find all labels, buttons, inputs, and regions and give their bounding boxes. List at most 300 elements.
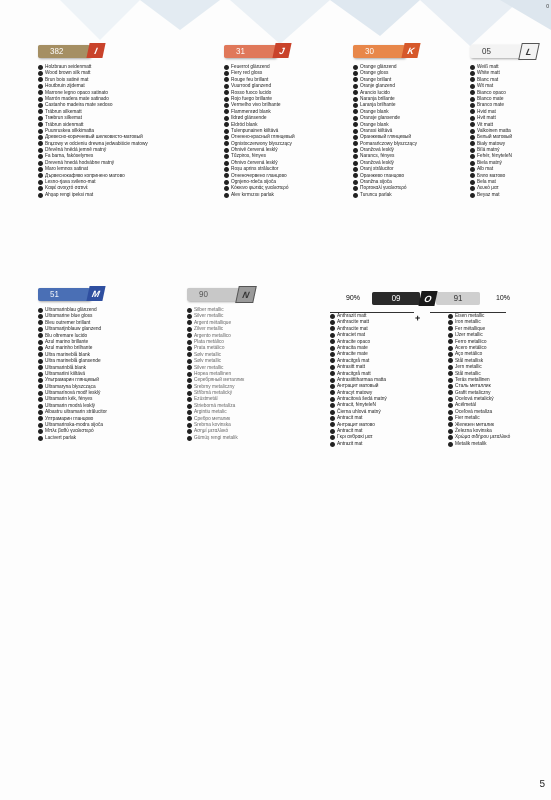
item-label: Καφέ ανοιχτό σατινέ — [45, 185, 88, 192]
item-label: Sølv metallic — [194, 358, 222, 365]
item-label: Fier metalic — [455, 415, 480, 422]
language-flag-icon — [330, 410, 335, 415]
item-label: Valkoinen matta — [477, 127, 511, 134]
language-flag-icon — [353, 116, 358, 121]
item-label: Оранжево гланцово — [360, 172, 405, 179]
language-flag-icon — [330, 339, 335, 344]
item-label: Oranžna sijoča — [360, 179, 392, 186]
item-label: Marrón madera mate satinado — [45, 95, 109, 102]
item-label: Antracitgrå mat — [337, 357, 370, 364]
language-flag-icon — [448, 410, 453, 415]
language-flag-icon — [224, 141, 229, 146]
language-flag-icon — [224, 90, 229, 95]
list-item — [187, 435, 250, 441]
item-label: Roșu aprins strălucitor — [231, 166, 279, 173]
list-item — [330, 441, 392, 447]
language-flag-icon — [470, 77, 475, 82]
language-flag-icon — [330, 429, 335, 434]
item-list — [353, 64, 423, 198]
language-flag-icon — [38, 397, 43, 402]
language-flag-icon — [38, 180, 43, 185]
item-label: Stříbrná metalický — [194, 390, 233, 397]
item-label: Brązowy w odcieniu drewna jedwabiście matowy — [45, 140, 148, 147]
item-label: Železna kovinska — [455, 428, 492, 435]
language-flag-icon — [448, 352, 453, 357]
item-label: Rojo fuego brillante — [231, 95, 273, 102]
language-flag-icon — [38, 97, 43, 102]
color-block-51 — [38, 288, 114, 441]
item-list — [448, 313, 516, 447]
color-chip — [38, 288, 114, 301]
item-label: Branco mate — [477, 102, 505, 109]
color-chip — [470, 45, 533, 58]
item-label: Oceľová metalíza — [455, 408, 493, 415]
item-label: Bela mat — [477, 179, 496, 186]
language-flag-icon — [470, 116, 475, 121]
item-label: Alev kırmızısı parlak — [231, 191, 274, 198]
item-label: Oranžová lesklý — [360, 159, 394, 166]
item-label: Lacivert parlak — [45, 434, 77, 441]
item-label: Aço metálico — [455, 351, 483, 358]
language-flag-icon — [330, 365, 335, 370]
item-label: Огненочервено гланцово — [231, 172, 287, 179]
language-flag-icon — [448, 371, 453, 376]
item-label: Srebrna kovinska — [194, 422, 231, 429]
language-flag-icon — [224, 71, 229, 76]
item-label: Blu oltremare lucido — [45, 332, 88, 339]
language-flag-icon — [448, 333, 453, 338]
language-flag-icon — [470, 148, 475, 153]
item-label: Pomarańczowy błyszczący — [360, 140, 417, 147]
item-label: Ултрамарин гланцово — [45, 415, 94, 422]
item-label: Rouge feu brillant — [231, 76, 269, 83]
language-flag-icon — [448, 326, 453, 331]
language-flag-icon — [38, 167, 43, 172]
item-label: Оранжевый глянцевый — [360, 134, 412, 141]
item-label: Hopea metallinen — [194, 370, 232, 377]
language-flag-icon — [353, 141, 358, 146]
language-flag-icon — [353, 90, 358, 95]
item-label: Ultramarinblå blank — [45, 364, 87, 371]
item-label: Γκρι ανθρακί ματ — [337, 434, 373, 441]
language-flag-icon — [38, 391, 43, 396]
item-label: Stål metallisk — [455, 357, 484, 364]
item-label: Naranja brillante — [360, 95, 395, 102]
language-flag-icon — [330, 384, 335, 389]
item-label: Wit mat — [477, 83, 494, 90]
language-flag-icon — [330, 358, 335, 363]
item-label: Houtbruin zijdemat — [45, 83, 85, 90]
language-flag-icon — [470, 109, 475, 114]
item-label: IJzer metallic — [455, 332, 483, 339]
mix-code-b: 91 — [453, 294, 463, 303]
item-label: Ultramarin kék, fényes — [45, 396, 93, 403]
color-code: 30 — [353, 45, 405, 58]
item-label: Antracita mate — [337, 344, 368, 351]
item-label: Ocelová metalický — [455, 396, 494, 403]
item-label: Ультрамарин глянцевый — [45, 377, 99, 384]
item-label: Ildrød glänsende — [231, 115, 267, 122]
language-flag-icon — [330, 403, 335, 408]
language-flag-icon — [448, 378, 453, 383]
language-flag-icon — [353, 148, 358, 153]
item-label: Träbrun sidenmatt — [45, 121, 84, 128]
item-label: Ultramarinska-modra sijoča — [45, 422, 104, 429]
item-label: Antracite opaco — [337, 338, 371, 345]
item-label: Eisen metallic — [455, 313, 485, 319]
language-flag-icon — [224, 103, 229, 108]
language-flag-icon — [224, 97, 229, 102]
language-flag-icon — [224, 173, 229, 178]
item-list — [38, 307, 114, 441]
item-label: Gümüş rengi metalik — [194, 434, 238, 441]
item-label: Бяло матово — [477, 172, 506, 179]
mix-letter: O — [423, 293, 433, 304]
language-flag-icon — [187, 429, 192, 434]
language-flag-icon — [470, 97, 475, 102]
language-flag-icon — [470, 65, 475, 70]
language-flag-icon — [470, 141, 475, 146]
item-label: Χρώμα σιδήρου μεταλλικό — [455, 434, 511, 441]
language-flag-icon — [187, 384, 192, 389]
language-flag-icon — [187, 359, 192, 364]
item-label: Albastru ultramarin strălucitor — [45, 409, 108, 416]
item-label: Stål metallic — [455, 370, 481, 377]
language-flag-icon — [330, 422, 335, 427]
color-letter-badge: L — [518, 43, 540, 60]
language-flag-icon — [448, 384, 453, 389]
page-number: 5 — [539, 779, 545, 790]
item-label: Antracitgrå matt — [337, 370, 371, 377]
language-flag-icon — [224, 186, 229, 191]
item-label: Antracit, fényteleN — [337, 402, 376, 409]
item-label: Marrone legno opaco satinato — [45, 89, 109, 96]
language-flag-icon — [38, 346, 43, 351]
item-label: Antrazit mat — [337, 440, 363, 447]
item-list — [470, 64, 522, 198]
item-label: Feuerrot glänzend — [231, 64, 270, 70]
color-block-382 — [38, 45, 159, 198]
language-flag-icon — [187, 372, 192, 377]
language-flag-icon — [448, 442, 453, 447]
item-label: Argent métallique — [194, 319, 232, 326]
item-label: Tulenpunainen kiiltävä — [231, 127, 279, 134]
language-flag-icon — [38, 186, 43, 191]
mix-chip-a — [372, 292, 420, 305]
language-flag-icon — [448, 314, 453, 319]
item-label: Srebrny metaliczny — [194, 383, 235, 390]
item-label: Ultramarine blue gloss — [45, 313, 93, 320]
language-flag-icon — [330, 333, 335, 338]
language-flag-icon — [470, 161, 475, 166]
language-flag-icon — [224, 109, 229, 114]
language-flag-icon — [470, 71, 475, 76]
language-flag-icon — [38, 378, 43, 383]
language-flag-icon — [38, 308, 43, 313]
item-label: Fiery red gloss — [231, 70, 263, 77]
item-list — [187, 307, 250, 441]
language-flag-icon — [38, 314, 43, 319]
language-flag-icon — [353, 180, 358, 185]
color-letter-badge: K — [401, 43, 420, 58]
item-label: Λευκό ματ — [477, 185, 499, 192]
item-label: Grafit metaliczny — [455, 389, 491, 396]
item-label: Maro lemnos satinat — [45, 166, 88, 173]
item-label: Argento metallico — [194, 332, 231, 339]
language-flag-icon — [38, 71, 43, 76]
language-flag-icon — [187, 346, 192, 351]
language-flag-icon — [38, 122, 43, 127]
item-label: Vuurrood glanzend — [231, 83, 272, 90]
item-label: Oranj strălucitor — [360, 166, 394, 173]
mix-letter-badge — [418, 291, 437, 306]
item-label: Čierna uhlová matný — [337, 408, 381, 415]
item-label: Narancs, fényes — [360, 153, 395, 160]
item-label: Огненно-красный глянцевый — [231, 134, 295, 141]
language-flag-icon — [353, 77, 358, 82]
item-label: Antracit mat — [337, 415, 363, 422]
item-label: Antrasiittiharmaa matta — [337, 376, 387, 383]
item-label: Orange blank — [360, 108, 389, 115]
language-flag-icon — [330, 416, 335, 421]
item-label: Prata metálico — [194, 345, 225, 352]
language-flag-icon — [470, 103, 475, 108]
color-block-05 — [470, 45, 533, 198]
item-label: Weiß matt — [477, 64, 499, 70]
color-block-30 — [353, 45, 423, 198]
item-label: Antracitová šedá matný — [337, 396, 387, 403]
item-label: Μπλε βαθύ γυαλιστερό — [45, 428, 94, 435]
language-flag-icon — [353, 97, 358, 102]
item-label: Ultramarínová modř lesklý — [45, 390, 101, 397]
language-flag-icon — [187, 333, 192, 338]
item-label: Oransje glansende — [360, 115, 401, 122]
language-flag-icon — [353, 103, 358, 108]
item-list — [224, 64, 302, 198]
language-flag-icon — [38, 372, 43, 377]
language-flag-icon — [38, 327, 43, 332]
language-flag-icon — [38, 141, 43, 146]
color-block-31 — [224, 45, 302, 198]
item-label: Drevená hnedá hodvábne matný — [45, 159, 115, 166]
language-flag-icon — [470, 180, 475, 185]
item-label: Древесно-коричневый шелковисто-матовый — [45, 134, 143, 141]
language-flag-icon — [470, 154, 475, 159]
left-percent: 90% — [346, 295, 361, 302]
item-label: Hvit matt — [477, 115, 496, 122]
language-flag-icon — [38, 77, 43, 82]
language-flag-icon — [353, 84, 358, 89]
mix-left-list — [330, 313, 392, 447]
language-flag-icon — [330, 442, 335, 447]
item-label: Silver metallic — [194, 313, 224, 320]
language-flag-icon — [38, 416, 43, 421]
language-flag-icon — [330, 326, 335, 331]
item-label: Silver metallic — [194, 364, 224, 371]
language-flag-icon — [448, 422, 453, 427]
language-flag-icon — [187, 397, 192, 402]
item-label: Серебряный металлик — [194, 377, 245, 384]
item-label: Fa barna, fakóselymes — [45, 153, 94, 160]
item-label: Bleu outremer brillant — [45, 319, 91, 326]
language-flag-icon — [187, 378, 192, 383]
list-item — [448, 441, 516, 447]
item-label: Dřevěná hnědá jemně matný — [45, 147, 107, 154]
item-label: Oranžová lesklý — [360, 147, 394, 154]
item-label: Ultramarijnblauw glanzend — [45, 326, 102, 333]
color-letter-badge: M — [86, 286, 105, 301]
language-flag-icon — [38, 161, 43, 166]
item-label: Puunruskea silkkimatta — [45, 127, 95, 134]
item-label: Orange brillant — [360, 76, 392, 83]
item-label: White matt — [477, 70, 500, 77]
item-label: Iron metallic — [455, 319, 481, 326]
language-flag-icon — [330, 314, 335, 319]
language-flag-icon — [187, 314, 192, 319]
language-flag-icon — [38, 193, 43, 198]
language-flag-icon — [38, 410, 43, 415]
item-label: Ultra marineblå blank — [45, 351, 91, 358]
item-label: Arancio lucido — [360, 89, 390, 96]
item-label: Laranja brilhante — [360, 102, 396, 109]
color-code: 51 — [38, 288, 90, 301]
item-label: Acélmetál — [455, 402, 476, 409]
language-flag-icon — [187, 340, 192, 345]
item-label: Антрацит матово — [337, 421, 375, 428]
language-flag-icon — [38, 90, 43, 95]
item-label: Holzbraun seidenmatt — [45, 64, 92, 70]
language-flag-icon — [224, 135, 229, 140]
language-flag-icon — [38, 109, 43, 114]
language-flag-icon — [353, 186, 358, 191]
mix-right-list — [448, 313, 516, 447]
language-flag-icon — [448, 403, 453, 408]
language-flag-icon — [448, 397, 453, 402]
item-label: Jern metallic — [455, 364, 482, 371]
item-label: Bílá matný — [477, 147, 500, 154]
language-flag-icon — [187, 404, 192, 409]
item-label: Antraciet mat — [337, 332, 366, 339]
language-flag-icon — [448, 435, 453, 440]
item-label: Ohnivě červená lesklý — [231, 147, 278, 154]
item-label: Белый матовый — [477, 134, 513, 141]
language-flag-icon — [224, 116, 229, 121]
item-label: Сребро металик — [194, 415, 231, 422]
language-flag-icon — [38, 436, 43, 441]
mix-chip-b — [436, 292, 480, 305]
item-label: Azul marino brillante — [45, 338, 89, 345]
color-chip — [187, 288, 250, 301]
item-list — [330, 313, 392, 447]
language-flag-icon — [224, 148, 229, 153]
item-label: Anthracite matt — [337, 319, 370, 326]
language-flag-icon — [330, 435, 335, 440]
language-flag-icon — [187, 436, 192, 441]
item-label: Träbrun silkematt — [45, 108, 82, 115]
language-flag-icon — [224, 154, 229, 159]
language-flag-icon — [448, 339, 453, 344]
language-flag-icon — [187, 365, 192, 370]
item-label: Argintiu metalic — [194, 409, 227, 416]
language-flag-icon — [353, 193, 358, 198]
language-flag-icon — [38, 116, 43, 121]
language-flag-icon — [448, 346, 453, 351]
language-flag-icon — [470, 135, 475, 140]
item-label: Blanc mat — [477, 76, 499, 83]
list-item — [38, 192, 159, 198]
language-flag-icon — [187, 320, 192, 325]
item-label: Alb mat — [477, 166, 494, 173]
color-block-90 — [187, 288, 250, 441]
language-flag-icon — [38, 340, 43, 345]
language-flag-icon — [448, 358, 453, 363]
language-flag-icon — [38, 333, 43, 338]
language-flag-icon — [224, 193, 229, 198]
item-label: Eldröd blank — [231, 121, 258, 128]
item-label: Antracit mat — [337, 428, 363, 435]
item-label: Oranje glanzend — [360, 83, 395, 90]
language-flag-icon — [187, 391, 192, 396]
background-pattern — [0, 0, 551, 48]
item-label: Biela matný — [477, 159, 502, 166]
language-flag-icon — [353, 129, 358, 134]
item-label: Turuncu parlak — [360, 191, 392, 198]
item-label: Plata metálico — [194, 338, 224, 345]
language-flag-icon — [353, 173, 358, 178]
language-flag-icon — [330, 346, 335, 351]
language-flag-icon — [224, 167, 229, 172]
corner-mark: 0 — [546, 4, 549, 10]
language-flag-icon — [38, 423, 43, 428]
item-label: Κόκκινο φωτιάς γυαλιστερό — [231, 185, 289, 192]
color-letter-badge: I — [86, 43, 105, 58]
language-flag-icon — [224, 65, 229, 70]
item-label: Дървеснокафяво копринено матово — [45, 172, 125, 179]
right-percent: 10% — [496, 295, 511, 302]
item-label: Orange blank — [360, 121, 389, 128]
color-letter-badge: J — [272, 43, 291, 58]
language-flag-icon — [38, 84, 43, 89]
item-label: Vermelho vivo brilhante — [231, 102, 281, 109]
item-label: Ognistoczerwony błyszczący — [231, 140, 292, 147]
language-flag-icon — [330, 320, 335, 325]
item-label: Zilver metallic — [194, 326, 224, 333]
language-flag-icon — [470, 129, 475, 134]
language-flag-icon — [187, 423, 192, 428]
language-flag-icon — [330, 378, 335, 383]
item-label: Антрацит матовый — [337, 383, 379, 390]
item-label: Antracite mate — [337, 351, 368, 358]
item-label: Wood brown silk matt — [45, 70, 91, 77]
item-label: Lesno-rjava svileno-mat — [45, 179, 96, 186]
language-flag-icon — [470, 122, 475, 127]
language-flag-icon — [330, 397, 335, 402]
item-label: Vit matt — [477, 121, 494, 128]
item-label: Brun bois satiné mat — [45, 76, 89, 83]
item-label: Antrasitt matt — [337, 364, 366, 371]
mix-header — [346, 291, 510, 306]
item-label: Orange glänzend — [360, 64, 397, 70]
item-label: Ultra marineblå glansende — [45, 358, 101, 365]
item-label: Anthrazit matt — [337, 313, 367, 319]
language-flag-icon — [353, 65, 358, 70]
language-flag-icon — [224, 77, 229, 82]
item-list — [38, 64, 159, 198]
item-label: Ohnivo červená lesklý — [231, 159, 278, 166]
language-flag-icon — [38, 429, 43, 434]
language-flag-icon — [470, 173, 475, 178]
color-chip — [353, 45, 423, 58]
